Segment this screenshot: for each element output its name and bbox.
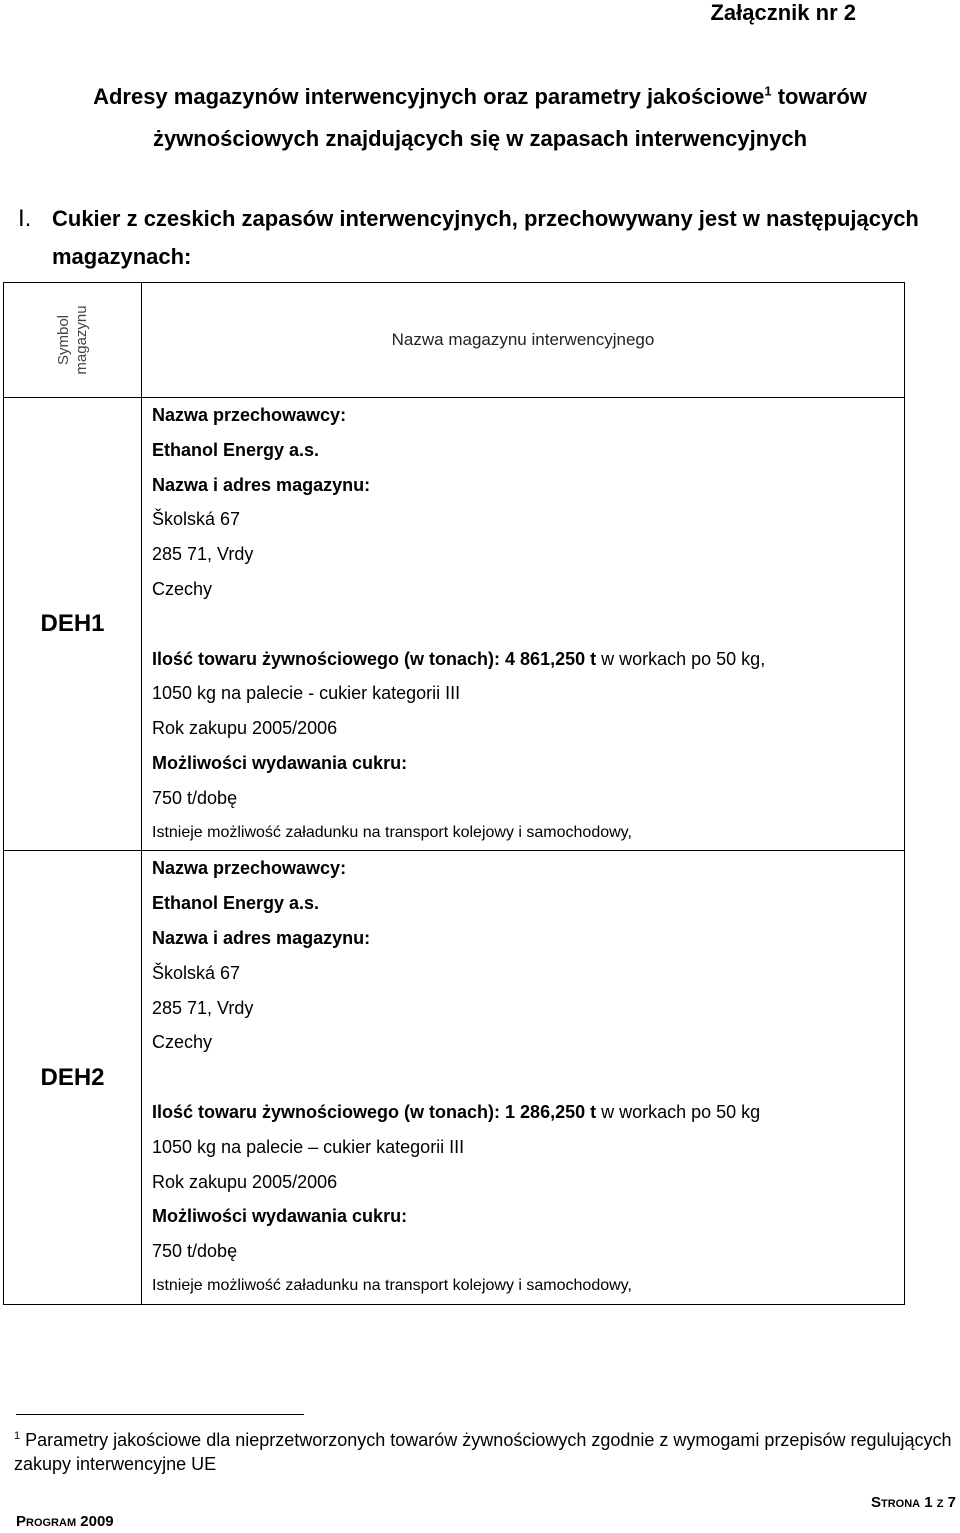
address-city: 285 71, Vrdy <box>152 544 254 565</box>
warehouse-details <box>142 851 905 1304</box>
warehouse-details <box>142 398 905 851</box>
quantity-rest: w workach po 50 kg, <box>596 648 766 669</box>
table-row <box>4 398 905 851</box>
capacity-label: Możliwości wydawania cukru: <box>152 1206 408 1227</box>
footer-program: Program 2009 <box>16 1513 114 1530</box>
capacity-value: 750 t/dobę <box>152 1241 238 1262</box>
section-heading <box>18 200 938 276</box>
keeper-label: Nazwa przechowawcy: <box>152 405 347 425</box>
transport-info: Istnieje możliwość załadunku na transport kolejowy i samochodowy, <box>152 1276 632 1294</box>
footnote-text: Parametry jakościowe dla nieprzetworzonych towarów żywnościowych zgodnie z wymogami przepisów regulujących zakupy interwencyjne UE <box>14 1430 952 1474</box>
address-street: Školská 67 <box>152 509 241 530</box>
annex-label: Załącznik nr 2 <box>710 0 856 25</box>
table-row <box>4 851 905 1304</box>
title-footnote-ref[interactable]: 1 <box>764 83 772 99</box>
pallet-info: 1050 kg na palecie – cukier kategorii III <box>152 1136 465 1157</box>
address-street: Školská 67 <box>152 962 241 983</box>
purchase-year: Rok zakupu 2005/2006 <box>152 718 338 739</box>
header-name: Nazwa magazynu interwencyjnego <box>142 283 905 398</box>
pallet-info: 1050 kg na palecie - cukier kategorii III <box>152 683 461 704</box>
address-city: 285 71, Vrdy <box>152 997 254 1018</box>
warehouse-table <box>3 282 905 1305</box>
quantity-line <box>152 1095 904 1130</box>
keeper-name: Ethanol Energy a.s. <box>152 893 320 914</box>
footnote-marker: 1 <box>14 1430 21 1442</box>
quantity-label: Ilość towaru żywnościowego (w tonach): 4 861,250 t <box>152 648 597 669</box>
address-country: Czechy <box>152 1032 213 1053</box>
address-label: Nazwa i adres magazynu: <box>152 927 371 948</box>
section-number: I. <box>18 205 32 232</box>
header-symbol: Symbol magazynu <box>54 305 90 375</box>
transport-info: Istnieje możliwość załadunku na transport kolejowy i samochodowy, <box>152 823 632 841</box>
title-line-2: żywnościowych znajdujących się w zapasach interwencyjnych <box>152 126 808 151</box>
title-line-1 <box>0 76 960 118</box>
section-text-2: magazynach: <box>52 244 192 269</box>
keeper-label: Nazwa przechowawcy: <box>152 858 347 879</box>
capacity-value: 750 t/dobę <box>152 787 238 808</box>
footer-page-number: Strona 1 z 7 <box>870 1494 956 1511</box>
document-title <box>0 76 960 160</box>
warehouse-symbol: DEH1 <box>4 398 142 851</box>
title-text-a: Adresy magazynów interwencyjnych oraz parametry jakościowe <box>93 84 765 109</box>
table-header-row <box>4 283 905 398</box>
quantity-label: Ilość towaru żywnościowego (w tonach): 1 286,250 t <box>152 1101 597 1122</box>
section-text-1: Cukier z czeskich zapasów interwencyjnych, przechowywany jest w następujących <box>52 206 919 231</box>
warehouse-symbol: DEH2 <box>4 851 142 1304</box>
footnote <box>14 1424 954 1476</box>
quantity-line <box>152 642 904 677</box>
title-text-b: towarów <box>771 84 867 109</box>
capacity-label: Możliwości wydawania cukru: <box>152 752 408 773</box>
header-symbol-cell <box>4 283 142 398</box>
address-country: Czechy <box>152 578 213 599</box>
purchase-year: Rok zakupu 2005/2006 <box>152 1171 338 1192</box>
footnote-divider <box>16 1414 304 1415</box>
quantity-rest: w workach po 50 kg <box>596 1101 761 1122</box>
keeper-name: Ethanol Energy a.s. <box>152 439 320 460</box>
address-label: Nazwa i adres magazynu: <box>152 474 371 495</box>
